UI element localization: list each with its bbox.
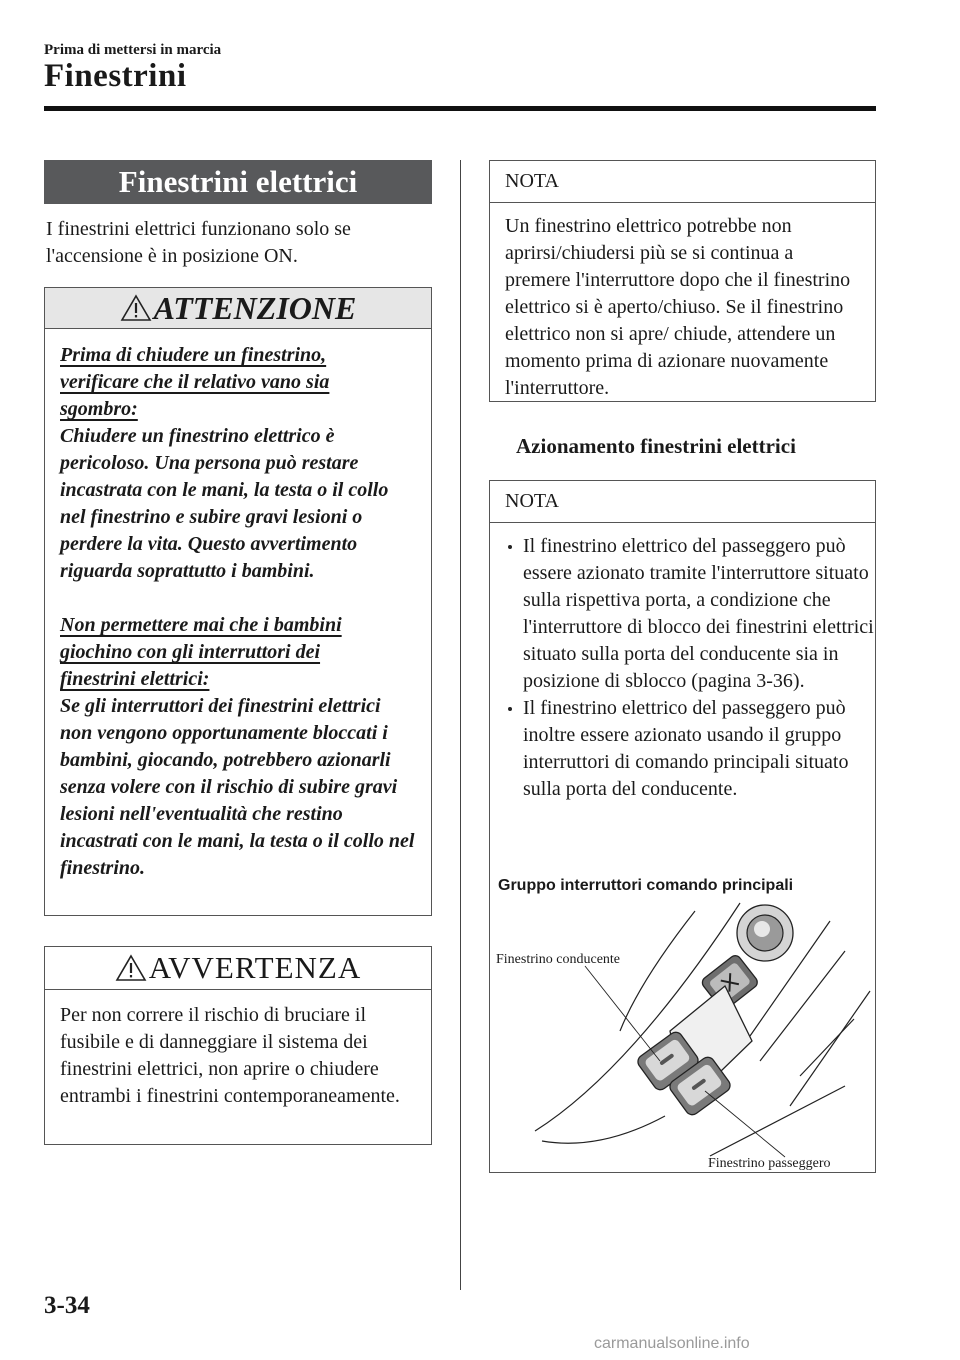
- intro-paragraph: I finestrini elettrici funzionano solo se l'accensione è in posizione ON.: [46, 218, 351, 267]
- note-box: [489, 160, 876, 402]
- section-label: Prima di mettersi in marcia: [44, 42, 222, 58]
- warning-heading-line: sgombro:: [60, 398, 138, 420]
- warning-triangle-icon: [120, 294, 152, 322]
- warning-heading-line: finestrini elettrici:: [60, 668, 210, 690]
- caution-triangle-icon: [115, 954, 147, 982]
- note-title: NOTA: [490, 481, 875, 523]
- note-title: NOTA: [490, 161, 875, 203]
- warning-block2-text: Se gli interruttori dei finestrini elettrici non vengono opportunamente bloccati i bambini, giocando, potrebbero azionarli senza volere con il rischio di subire gravi lesioni nell'eventualità che restino incastrati con le mani, la testa o il collo nel finestrino.: [60, 695, 415, 879]
- section-banner: Finestrini elettrici: [44, 160, 432, 204]
- warning-heading-line: Non permettere mai che i bambini: [60, 614, 342, 636]
- main-switch-illustration: [490, 901, 875, 1171]
- warning-header: [45, 288, 431, 329]
- note-bullet: Il finestrino elettrico del passeggero può essere azionato tramite l'interruttore situato sulla rispettiva porta, a condizione che l'interruttore di blocco dei finestrini elettrici situato sulla porta del conducente sia in posizione di sblocco (pagina 3-36).: [505, 533, 875, 695]
- page-title: Finestrini: [44, 58, 187, 94]
- warning-block1-heading: [60, 342, 417, 423]
- warning-box: [44, 287, 432, 916]
- label-passenger-window: Finestrino passeggero: [708, 1156, 831, 1171]
- subsection-heading: Azionamento finestrini elettrici: [516, 434, 796, 458]
- note-box-with-figure: [489, 480, 876, 1173]
- page-number: 3-34: [44, 1292, 90, 1319]
- caution-header: [45, 947, 431, 990]
- figure-title: Gruppo interruttori comando principali: [498, 877, 794, 894]
- note-text: Un finestrino elettrico potrebbe non aprirsi/chiudersi più se si continua a premere l'interruttore dopo che il finestrino elettrico si è aperto/chiuso. Se il finestrino elettrico non si apre/ chiude, attendere un momento prima di azionare nuovamente l'interruttore.: [505, 215, 851, 399]
- note-bullet: Il finestrino elettrico del passeggero può inoltre essere azionato usando il gruppo interruttori di comando principali situato sulla porta del conducente.: [505, 695, 875, 803]
- caution-title: AVVERTENZA: [148, 950, 362, 985]
- label-driver-window: Finestrino conducente: [496, 952, 621, 967]
- warning-block2-heading: [60, 612, 417, 693]
- warning-heading-line: verificare che il relativo vano sia: [60, 371, 330, 393]
- caution-text: Per non correre il rischio di bruciare il fusibile e di danneggiare il sistema dei finestrini elettrici, non aprire o chiudere entrambi i finestrini contemporaneamente.: [60, 1004, 400, 1107]
- warning-block1-text: Chiudere un finestrino elettrico è pericoloso. Una persona può restare incastrata con le mani, la testa o il collo nel finestrino e subire gravi lesioni o perdere la vita. Questo avvertimento riguarda soprattutto i bambini.: [60, 425, 389, 582]
- warning-title: ATTENZIONE: [153, 289, 357, 326]
- column-divider: [460, 160, 461, 1290]
- watermark: carmanualsonline.info: [594, 1335, 750, 1352]
- caution-box: [44, 946, 432, 1145]
- warning-heading-line: Prima di chiudere un finestrino,: [60, 344, 327, 366]
- header-rule: [44, 106, 876, 111]
- warning-heading-line: giochino con gli interruttori dei: [60, 641, 321, 663]
